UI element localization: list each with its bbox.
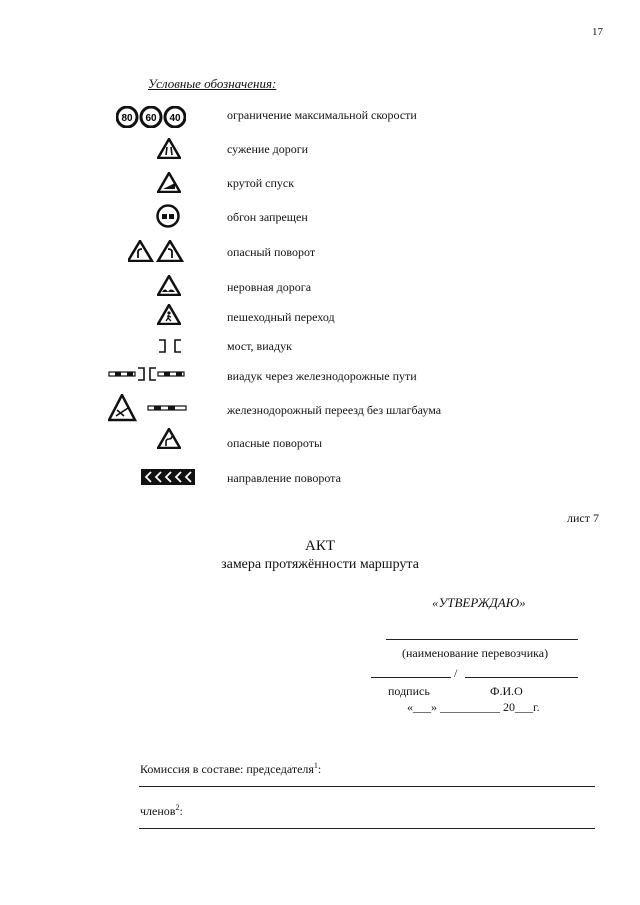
- commission-label: Комиссия в составе: председателя$^1$:: [140, 761, 322, 776]
- approval-date: «___» __________ 20___г.: [407, 700, 540, 714]
- signature-slash: /: [454, 666, 458, 680]
- legend-label-road-narrowing: сужение дороги: [227, 142, 309, 156]
- legend-label-turn-direction: направление поворота: [227, 471, 341, 485]
- steep-descent-sign-icon: [157, 172, 181, 193]
- legend-label-railway-viaduct: виадук через железнодорожные пути: [227, 369, 417, 383]
- turn-direction-chevrons-icon: [141, 469, 195, 485]
- carrier-name-line: [386, 639, 578, 640]
- sheet-label: лист 7: [567, 511, 599, 525]
- name-caption: Ф.И.О: [490, 684, 523, 698]
- railway-viaduct-symbol-icon: [108, 366, 186, 382]
- legend-label-uneven-road: неровная дорога: [227, 280, 312, 294]
- chairman-line: [139, 786, 595, 787]
- members-label: членов$^2$:: [140, 803, 183, 818]
- speed-60-label: 60: [145, 113, 157, 124]
- legend-label-dangerous-curve: опасный поворот: [227, 245, 316, 259]
- unguarded-railway-crossing-icon: [108, 394, 188, 422]
- signature-caption: подпись: [388, 684, 430, 698]
- footnote-2: 2: [175, 803, 180, 812]
- act-title: АКТ: [305, 538, 335, 554]
- speed-80-label: 80: [121, 113, 133, 124]
- pedestrian-crossing-sign-icon: [157, 304, 181, 325]
- legend-label-speed-limit: ограничение максимальной скорости: [227, 108, 417, 122]
- page-number: 17: [592, 26, 603, 38]
- legend-label-steep-descent: крутой спуск: [227, 176, 295, 190]
- name-line: [465, 677, 578, 678]
- carrier-caption: (наименование перевозчика): [402, 646, 549, 660]
- footnote-1: 1: [313, 761, 318, 770]
- approval-heading: «УТВЕРЖДАЮ»: [432, 595, 526, 610]
- legend-label-pedestrian-crossing: пешеходный переход: [227, 310, 335, 324]
- dangerous-curve-signs-icon: [128, 240, 184, 262]
- uneven-road-sign-icon: [157, 275, 181, 296]
- legend-label-no-overtaking: обгон запрещен: [227, 210, 308, 224]
- road-narrowing-sign-icon: [157, 138, 181, 159]
- dangerous-curves-sign-icon: [157, 428, 181, 449]
- bridge-symbol-icon: [157, 338, 183, 354]
- legend-title: Условные обозначения:: [148, 76, 277, 91]
- legend-label-bridge: мост, виадук: [227, 339, 292, 353]
- legend-label-dangerous-curves: опасные повороты: [227, 436, 323, 450]
- members-line: [139, 828, 595, 829]
- speed-40-label: 40: [169, 113, 181, 124]
- act-subtitle: замера протяжённости маршрута: [221, 557, 419, 572]
- legend-label-railway-crossing: железнодорожный переезд без шлагбаума: [227, 403, 442, 417]
- signature-line: [371, 677, 451, 678]
- no-overtaking-sign-icon: [156, 204, 180, 228]
- speed-limit-signs-icon: [116, 106, 186, 128]
